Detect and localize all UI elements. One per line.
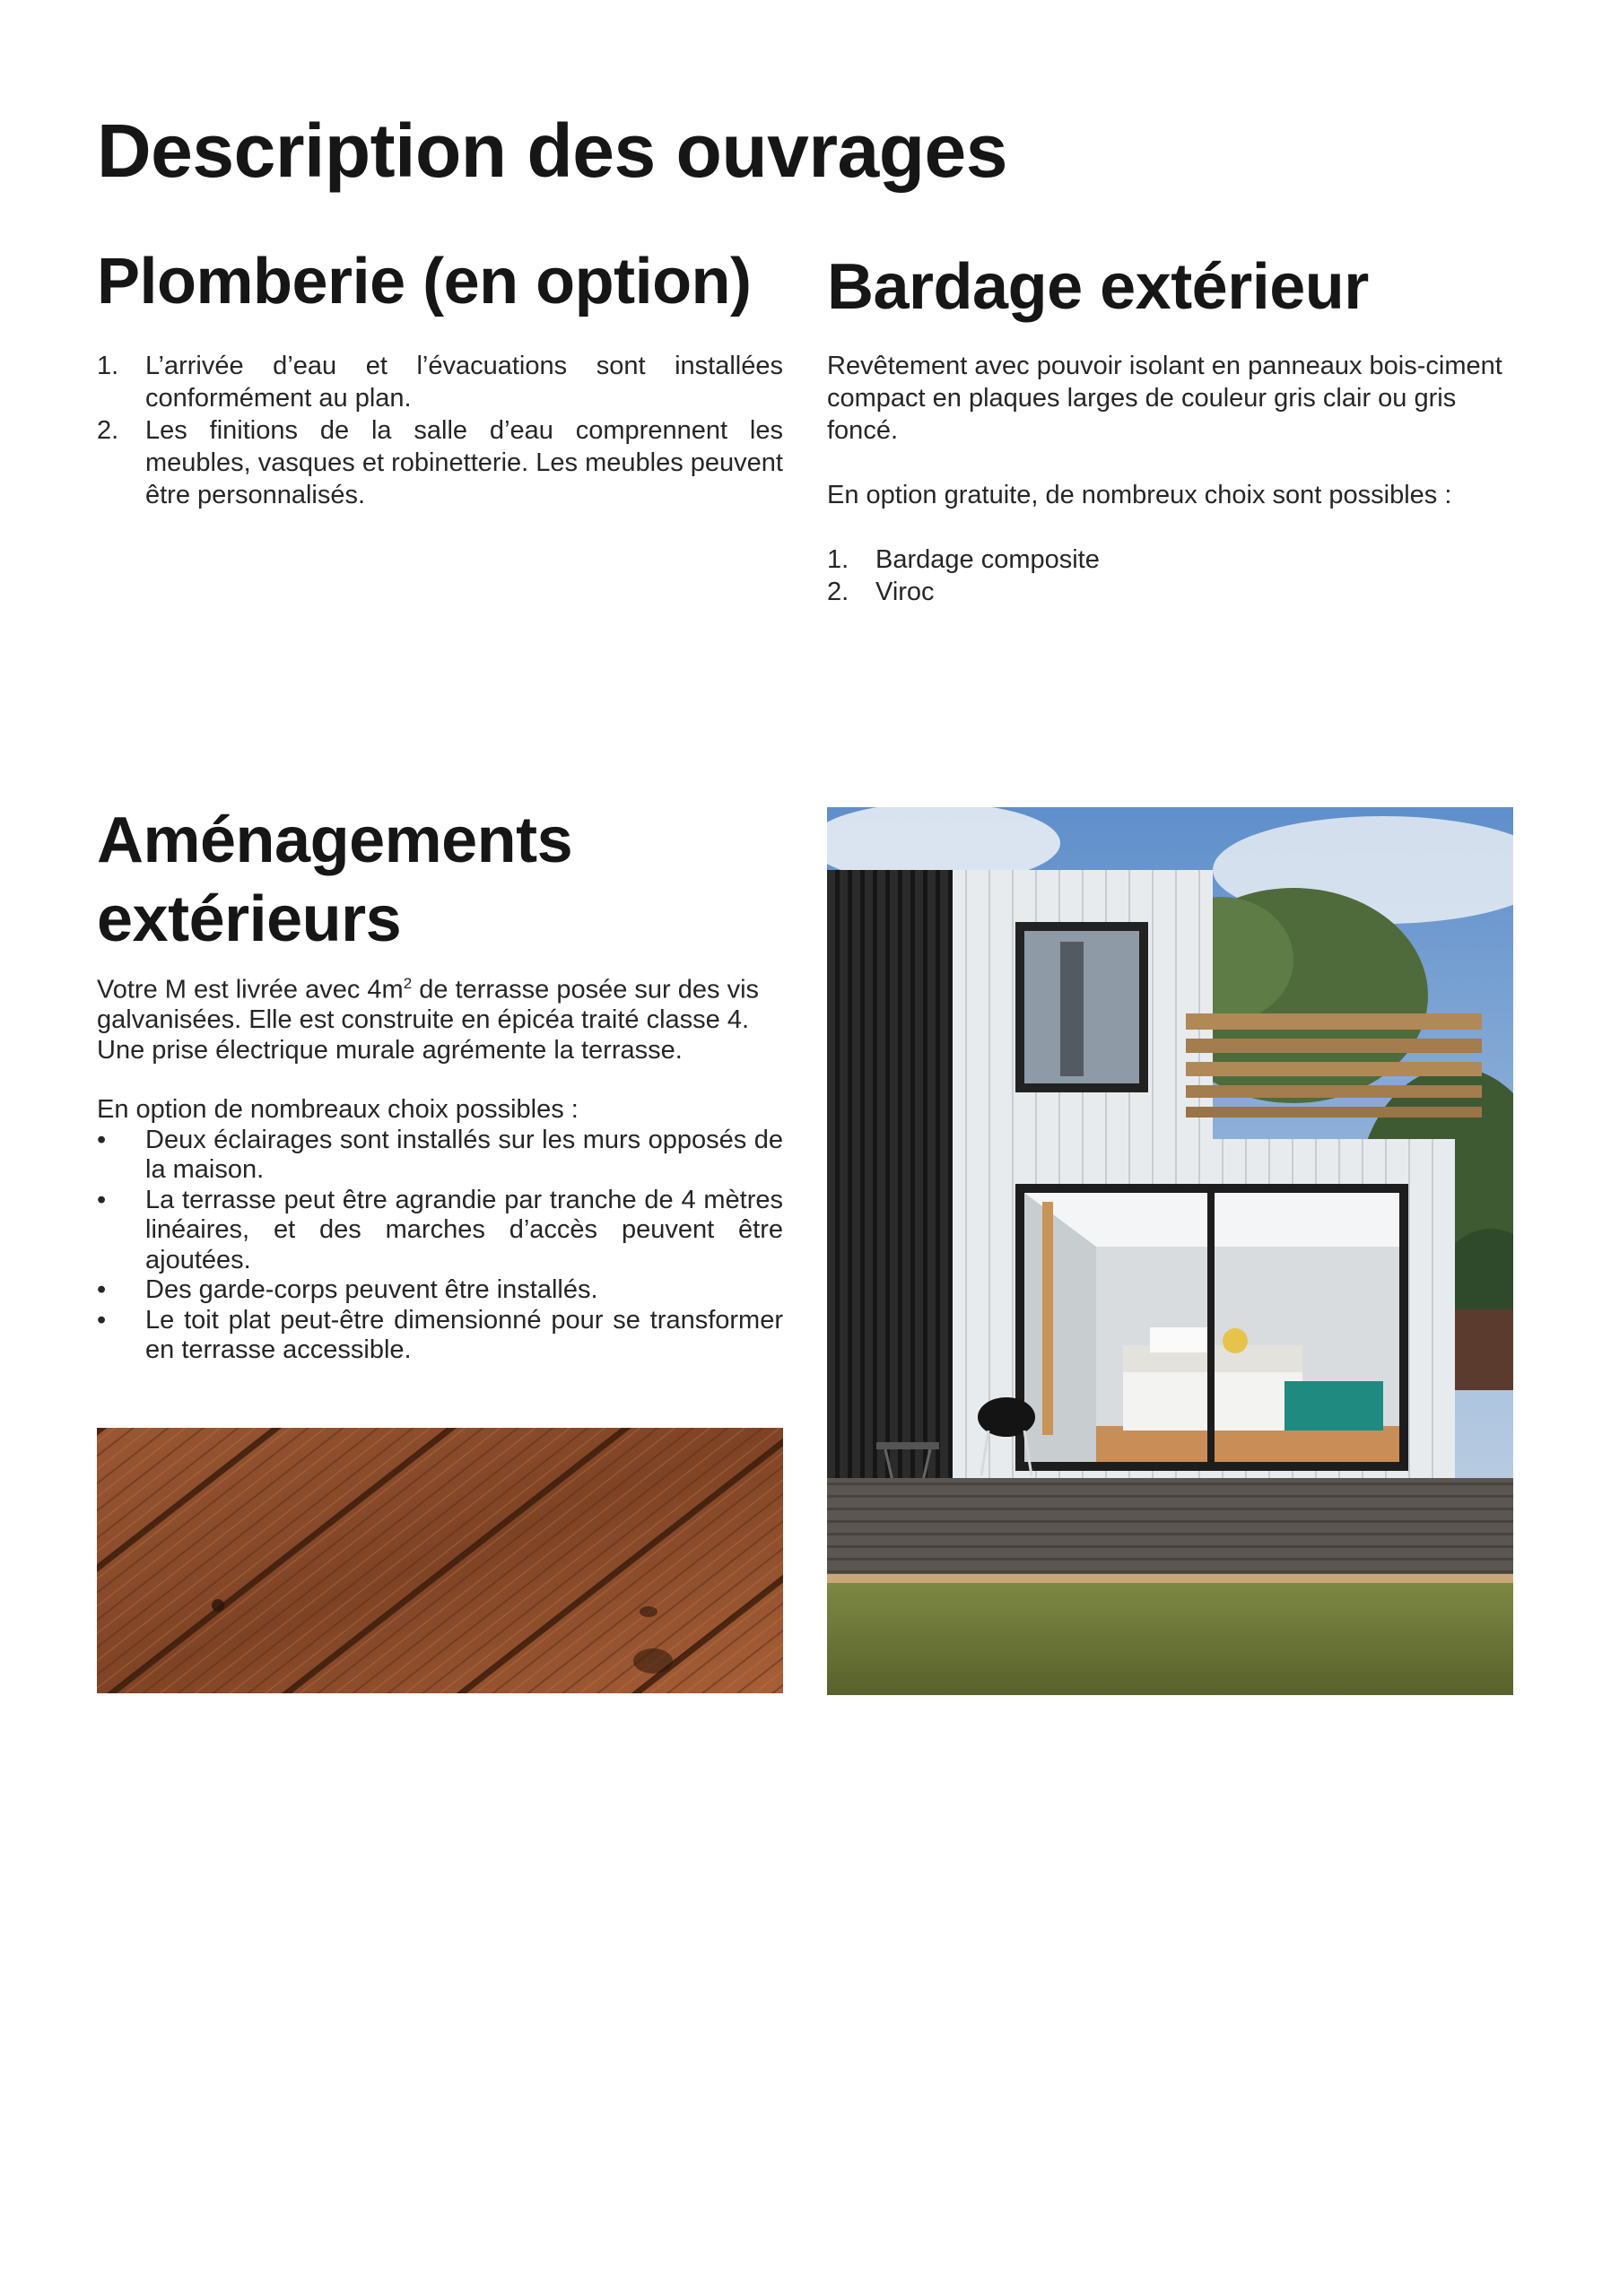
list-marker: 1. (97, 352, 119, 380)
modular-house-illustration (827, 807, 1513, 1695)
bullet-marker: • (97, 1185, 107, 1214)
intro-text-start: Votre M est livrée avec 4m (97, 975, 404, 1004)
plomberie-title: Plomberie (en option) (97, 246, 752, 317)
bullet-marker: • (97, 1125, 107, 1154)
list-item-text: Deux éclairages sont installés sur les murs opposés de la maison. (145, 1125, 783, 1185)
list-item-text: Bardage composite (875, 545, 1100, 574)
house-render-image (827, 807, 1513, 1695)
list-marker: 1. (827, 545, 849, 574)
intro-text-end: de terrasse posée sur des vis galvanisées. Elle est construite en épicéa traité classe 4. Une prise électrique murale agrémente la terrasse. (97, 975, 760, 1065)
list-item-text: Le toit plat peut-être dimensionné pour se transformer en terrasse accessible. (145, 1305, 783, 1365)
page-title: Description des ouvrages (97, 109, 1007, 193)
amenagements-body (97, 969, 783, 1366)
bullet-marker: • (97, 1275, 107, 1305)
plomberie-list (97, 350, 783, 511)
list-item-text: La terrasse peut être agrandie par tranche de 4 mètres linéaires, et des marches d’accès peuvent être ajoutées. (145, 1185, 783, 1274)
list-marker: 2. (827, 578, 849, 606)
list-item (97, 1306, 783, 1366)
amenagements-intro (97, 969, 783, 1065)
bardage-option-text: En option gratuite, de nombreux choix sont possibles : (827, 481, 1452, 509)
list-item-text: Viroc (875, 578, 935, 606)
list-item-text: L’arrivée d’eau et l’évacuations sont installées conformément au plan. (145, 352, 783, 413)
list-item (827, 544, 1513, 576)
list-item (97, 350, 783, 414)
superscript-2: 2 (403, 975, 413, 992)
bardage-list (827, 544, 1513, 608)
list-item (97, 1186, 783, 1276)
list-item (97, 1275, 783, 1306)
bardage-intro: Revêtement avec pouvoir isolant en panneaux bois-ciment compact en plaques larges de couleur gris clair ou gris foncé. (827, 352, 1502, 445)
amenagements-option-text: En option de nombreaux choix possibles : (97, 1095, 579, 1125)
amenagements-bullets (97, 1126, 783, 1366)
bardage-title: Bardage extérieur (827, 251, 1369, 323)
list-item-text: Les finitions de la salle d’eau comprennent les meubles, vasques et robinetterie. Les meubles peuvent être personnalisés. (145, 416, 783, 509)
wood-deck-image (97, 1428, 783, 1693)
list-marker: 2. (97, 416, 119, 445)
list-item-text: Des garde-corps peuvent être installés. (145, 1275, 598, 1305)
wood-deck-illustration (97, 1428, 783, 1693)
list-item (97, 1126, 783, 1186)
amenagements-title-line1: Aménagements (97, 804, 573, 876)
list-item (97, 414, 783, 511)
amenagements-title (97, 801, 572, 959)
list-item (827, 576, 1513, 608)
amenagements-title-line2: extérieurs (97, 883, 402, 955)
bullet-marker: • (97, 1305, 107, 1335)
bardage-body (827, 350, 1513, 608)
